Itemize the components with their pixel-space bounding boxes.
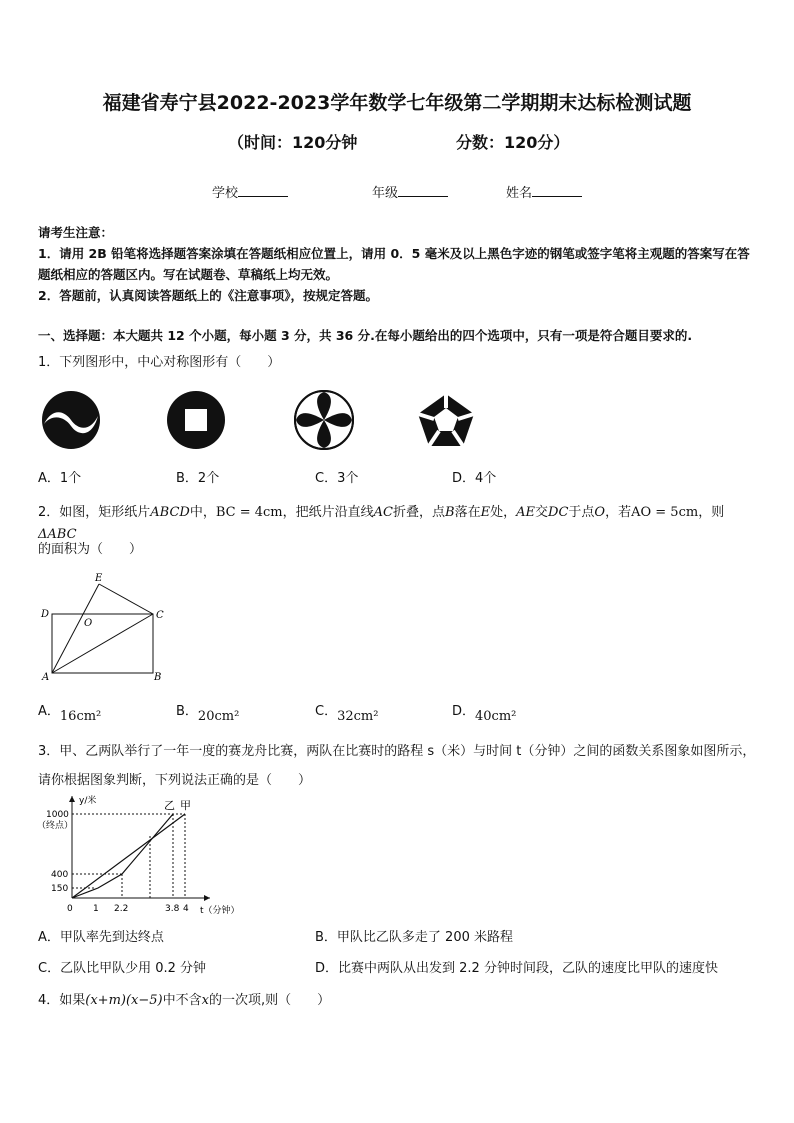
x-tick-4: 4 — [183, 904, 189, 914]
series-jia-line — [72, 814, 185, 898]
q3-option-c[interactable]: C．乙队比甲队少用 0.2 分钟 — [38, 961, 207, 976]
origin-label: 0 — [67, 904, 73, 914]
x-tick-2-2: 2.2 — [114, 904, 129, 914]
point-a-label: A — [42, 672, 50, 683]
y-axis-label: y/米 — [79, 796, 97, 806]
x-axis-label: t（分钟） — [200, 906, 240, 916]
notes-item-1: 1．请用 2B 铅笔将选择题答案涂填在答题纸相应位置上，请用 0．5 毫米及以上黑色字迹的钢笔或签字笔将主观题的答案写在答题纸相应的答题区内。写在试题卷、草稿纸上均无效。 — [38, 246, 750, 282]
series-jia-label: 甲 — [180, 799, 191, 812]
section-heading: 一、选择题：本大题共 12 个小题，每小题 3 分，共 36 分.在每小题给出的四个选项中，只有一项是符合题目要求的. — [38, 328, 693, 343]
point-o-label: O — [84, 618, 93, 629]
x-tick-3-8: 3.8 — [165, 904, 180, 914]
y-tick-1000: 1000 — [46, 810, 69, 820]
q1-stem: 1．下列图形中，中心对称图形有（ ） — [38, 355, 281, 370]
q1-option-d[interactable]: D．4个 — [452, 471, 497, 486]
point-b-label: B — [154, 672, 162, 683]
q3-option-b[interactable]: B．甲队比乙队多走了 200 米路程 — [315, 930, 513, 945]
q2-option-b[interactable]: B．20cm² — [176, 704, 240, 724]
series-yi-line — [72, 814, 173, 898]
y-tick-400: 400 — [51, 870, 69, 880]
name-label: 姓名 — [506, 186, 533, 201]
q2-option-a[interactable]: A．16cm² — [38, 704, 102, 724]
q1-option-c[interactable]: C．3个 — [315, 471, 359, 486]
q3-stem: 3．甲、乙两队举行了一年一度的赛龙舟比赛，两队在比赛时的路程 s（米）与时间 t（分钟）之间的函数关系图象如图所示，请你根据图象判断，下列说法正确的是（ ） — [38, 744, 756, 788]
q2-option-d[interactable]: D．40cm² — [452, 704, 517, 724]
notes-item-2: 2．答题前，认真阅读答题纸上的《注意事项》，按规定答题。 — [38, 288, 378, 303]
exam-title: 福建省寿宁县2022-2023学年数学七年级第二学期期末达标检测试题 — [102, 92, 692, 114]
x-tick-1: 1 — [93, 904, 99, 914]
series-yi-label: 乙 — [164, 799, 175, 812]
grade-label: 年级 — [372, 186, 399, 201]
q3-option-a[interactable]: A．甲队率先到达终点 — [38, 930, 164, 945]
q3-option-d[interactable]: D．比赛中两队从出发到 2.2 分钟时间段，乙队的速度比甲队的速度快 — [315, 961, 718, 976]
point-c-label: C — [156, 610, 164, 621]
score-info: 分数：120分） — [456, 133, 570, 152]
point-e-label: E — [95, 573, 103, 584]
time-info: （时间：120分钟 — [228, 133, 358, 152]
notes-title: 请考生注意： — [38, 225, 114, 240]
q2-stem: 2．如图，矩形纸片ABCD中，BC = 4cm，把纸片沿直线AC折叠，点B落在E处，AE交DC于点O，若AO = 5cm，则ΔABC — [38, 505, 725, 542]
q2-option-c[interactable]: C．32cm² — [315, 704, 379, 724]
point-d-label: D — [41, 609, 50, 620]
q1-option-b[interactable]: B．2个 — [176, 471, 220, 486]
school-label: 学校 — [212, 186, 239, 201]
q1-option-a[interactable]: A．1个 — [38, 471, 82, 486]
y-tick-150: 150 — [51, 884, 69, 894]
q2-stem-line2: 的面积为（ ） — [38, 542, 143, 557]
q4-stem: 4．如果(x+m)(x−5)中不含x的一次项,则（ ） — [38, 993, 331, 1008]
y-end-note: （终点） — [37, 821, 74, 831]
